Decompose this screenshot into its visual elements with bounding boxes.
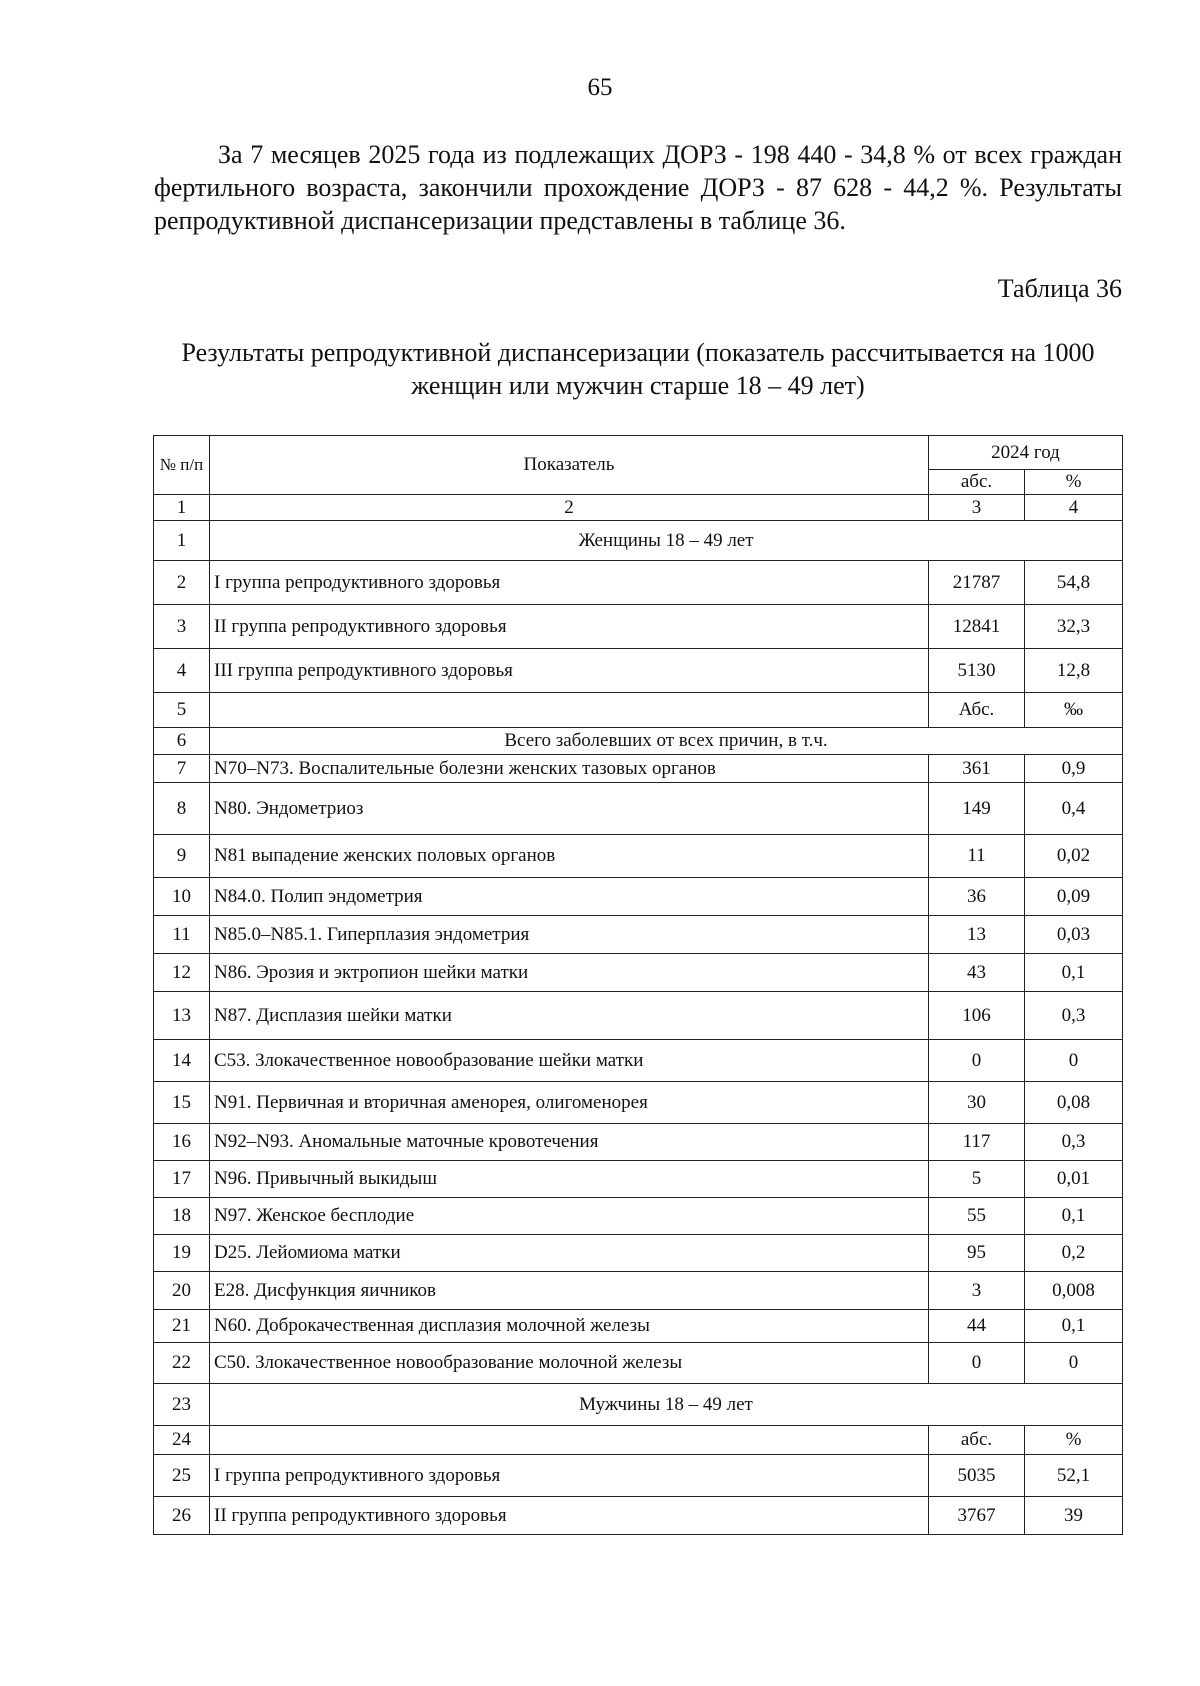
indicator-cell: N60. Доброкачественная дисплазия молочной железы — [210, 1310, 929, 1343]
pct-cell: 0,3 — [1025, 992, 1123, 1040]
abs-cell: 149 — [929, 783, 1025, 835]
table-label: Таблица 36 — [997, 274, 1122, 303]
abs-cell: 11 — [929, 835, 1025, 878]
abs-cell: 44 — [929, 1310, 1025, 1343]
row-number-cell: 17 — [154, 1161, 210, 1198]
indicator-cell: D25. Лейомиома матки — [210, 1235, 929, 1272]
row-number-cell: 4 — [154, 649, 210, 693]
table-title: Результаты репродуктивной диспансеризации (показатель рассчитывается на 1000 женщин или мужчин старше 18 – 49 лет) — [181, 338, 1095, 400]
indicator-cell: E28. Дисфункция яичников — [210, 1272, 929, 1310]
row-number-cell: 9 — [154, 835, 210, 878]
pct-cell: 12,8 — [1025, 649, 1123, 693]
table-row — [154, 755, 1123, 783]
row-number-cell: 23 — [154, 1384, 210, 1426]
header-indicator: Показатель — [210, 436, 929, 495]
table-row — [154, 605, 1123, 649]
abs-cell: 5130 — [929, 649, 1025, 693]
pct-cell: 0 — [1025, 1040, 1123, 1082]
row-number-cell: 18 — [154, 1198, 210, 1235]
header-year: 2024 год — [929, 436, 1123, 470]
indicator-cell: N70–N73. Воспалительные болезни женских тазовых органов — [210, 755, 929, 783]
pct-cell: 52,1 — [1025, 1455, 1123, 1497]
indicator-cell: C50. Злокачественное новообразование молочной железы — [210, 1343, 929, 1384]
indicator-cell — [210, 693, 929, 728]
row-number-cell: 16 — [154, 1124, 210, 1161]
table-row — [154, 1343, 1123, 1384]
row-number-cell: 11 — [154, 916, 210, 954]
abs-cell: 43 — [929, 954, 1025, 992]
table-row — [154, 1124, 1123, 1161]
pct-cell: 0,4 — [1025, 783, 1123, 835]
indicator-cell: N96. Привычный выкидыш — [210, 1161, 929, 1198]
table-row — [154, 1384, 1123, 1426]
table-row — [154, 1272, 1123, 1310]
row-number-cell: 15 — [154, 1082, 210, 1124]
column-number-cell: 1 — [154, 495, 210, 521]
results-table — [153, 435, 1123, 1535]
row-number-cell: 14 — [154, 1040, 210, 1082]
row-number-cell: 8 — [154, 783, 210, 835]
row-number-cell: 25 — [154, 1455, 210, 1497]
abs-cell: 0 — [929, 1343, 1025, 1384]
indicator-cell: N86. Эрозия и эктропион шейки матки — [210, 954, 929, 992]
indicator-cell: III группа репродуктивного здоровья — [210, 649, 929, 693]
row-number-cell: 20 — [154, 1272, 210, 1310]
pct-cell: 0,08 — [1025, 1082, 1123, 1124]
indicator-cell — [210, 1426, 929, 1455]
pct-cell: % — [1025, 1426, 1123, 1455]
table-row — [154, 1161, 1123, 1198]
abs-cell: 21787 — [929, 561, 1025, 605]
table-row — [154, 878, 1123, 916]
table-row — [154, 783, 1123, 835]
abs-cell: 55 — [929, 1198, 1025, 1235]
row-number-cell: 2 — [154, 561, 210, 605]
abs-cell: 36 — [929, 878, 1025, 916]
table-row — [154, 1082, 1123, 1124]
pct-cell: 39 — [1025, 1497, 1123, 1535]
indicator-cell: N80. Эндометриоз — [210, 783, 929, 835]
table-row — [154, 728, 1123, 755]
pct-cell: 0,2 — [1025, 1235, 1123, 1272]
table-row — [154, 693, 1123, 728]
indicator-cell: N84.0. Полип эндометрия — [210, 878, 929, 916]
abs-cell: 30 — [929, 1082, 1025, 1124]
abs-cell: абс. — [929, 1426, 1025, 1455]
pct-cell: 0,1 — [1025, 954, 1123, 992]
indicator-cell: N91. Первичная и вторичная аменорея, олигоменорея — [210, 1082, 929, 1124]
row-number-cell: 10 — [154, 878, 210, 916]
header-num: № п/п — [154, 436, 210, 495]
indicator-cell: I группа репродуктивного здоровья — [210, 561, 929, 605]
abs-cell: 361 — [929, 755, 1025, 783]
row-number-cell: 22 — [154, 1343, 210, 1384]
pct-cell: 0,01 — [1025, 1161, 1123, 1198]
abs-cell: 106 — [929, 992, 1025, 1040]
table-row — [154, 1310, 1123, 1343]
column-number-cell: 3 — [929, 495, 1025, 521]
abs-cell: 12841 — [929, 605, 1025, 649]
pct-cell: 0,02 — [1025, 835, 1123, 878]
indicator-cell: N92–N93. Аномальные маточные кровотечения — [210, 1124, 929, 1161]
table-row — [154, 649, 1123, 693]
table-row — [154, 916, 1123, 954]
abs-cell: 95 — [929, 1235, 1025, 1272]
table-row — [154, 1040, 1123, 1082]
row-number-cell: 5 — [154, 693, 210, 728]
page-number: 65 — [587, 74, 613, 101]
pct-cell: 54,8 — [1025, 561, 1123, 605]
row-number-cell: 12 — [154, 954, 210, 992]
table-row — [154, 835, 1123, 878]
section-heading-cell: Женщины 18 – 49 лет — [210, 521, 1123, 561]
abs-cell: 3767 — [929, 1497, 1025, 1535]
pct-cell: 0,09 — [1025, 878, 1123, 916]
abs-cell: 0 — [929, 1040, 1025, 1082]
table-row — [154, 992, 1123, 1040]
table-row — [154, 1455, 1123, 1497]
abs-cell: Абс. — [929, 693, 1025, 728]
indicator-cell: N87. Дисплазия шейки матки — [210, 992, 929, 1040]
table-row — [154, 1426, 1123, 1455]
intro-paragraph: За 7 месяцев 2025 года из подлежащих ДОРЗ - 198 440 - 34,8 % от всех граждан фертильного возраста, закончили прохождение ДОРЗ - 87 628 - 44,2 %. Результаты репродуктивной диспансеризации представлены в таблице 36. — [154, 140, 1122, 235]
row-number-cell: 13 — [154, 992, 210, 1040]
row-number-cell: 26 — [154, 1497, 210, 1535]
pct-cell: 0,03 — [1025, 916, 1123, 954]
header-pct: % — [1025, 470, 1123, 495]
indicator-cell: N85.0–N85.1. Гиперплазия эндометрия — [210, 916, 929, 954]
column-number-cell: 2 — [210, 495, 929, 521]
table-row — [154, 954, 1123, 992]
row-number-cell: 21 — [154, 1310, 210, 1343]
indicator-cell: C53. Злокачественное новообразование шейки матки — [210, 1040, 929, 1082]
pct-cell: 0,1 — [1025, 1198, 1123, 1235]
pct-cell: 0,9 — [1025, 755, 1123, 783]
indicator-cell: II группа репродуктивного здоровья — [210, 1497, 929, 1535]
section-heading-cell: Всего заболевших от всех причин, в т.ч. — [210, 728, 1123, 755]
table-row — [154, 1497, 1123, 1535]
pct-cell: 0 — [1025, 1343, 1123, 1384]
column-number-cell: 4 — [1025, 495, 1123, 521]
row-number-cell: 6 — [154, 728, 210, 755]
row-number-cell: 3 — [154, 605, 210, 649]
abs-cell: 5035 — [929, 1455, 1025, 1497]
abs-cell: 13 — [929, 916, 1025, 954]
section-heading-cell: Мужчины 18 – 49 лет — [210, 1384, 1123, 1426]
pct-cell: 32,3 — [1025, 605, 1123, 649]
row-number-cell: 24 — [154, 1426, 210, 1455]
indicator-cell: II группа репродуктивного здоровья — [210, 605, 929, 649]
pct-cell: ‰ — [1025, 693, 1123, 728]
abs-cell: 3 — [929, 1272, 1025, 1310]
row-number-cell: 1 — [154, 521, 210, 561]
indicator-cell: I группа репродуктивного здоровья — [210, 1455, 929, 1497]
pct-cell: 0,008 — [1025, 1272, 1123, 1310]
abs-cell: 117 — [929, 1124, 1025, 1161]
abs-cell: 5 — [929, 1161, 1025, 1198]
row-number-cell: 19 — [154, 1235, 210, 1272]
pct-cell: 0,3 — [1025, 1124, 1123, 1161]
table-row — [154, 1235, 1123, 1272]
indicator-cell: N81 выпадение женских половых органов — [210, 835, 929, 878]
indicator-cell: N97. Женское бесплодие — [210, 1198, 929, 1235]
table-row — [154, 561, 1123, 605]
header-abs: абс. — [929, 470, 1025, 495]
pct-cell: 0,1 — [1025, 1310, 1123, 1343]
table-row — [154, 1198, 1123, 1235]
row-number-cell: 7 — [154, 755, 210, 783]
table-row — [154, 521, 1123, 561]
